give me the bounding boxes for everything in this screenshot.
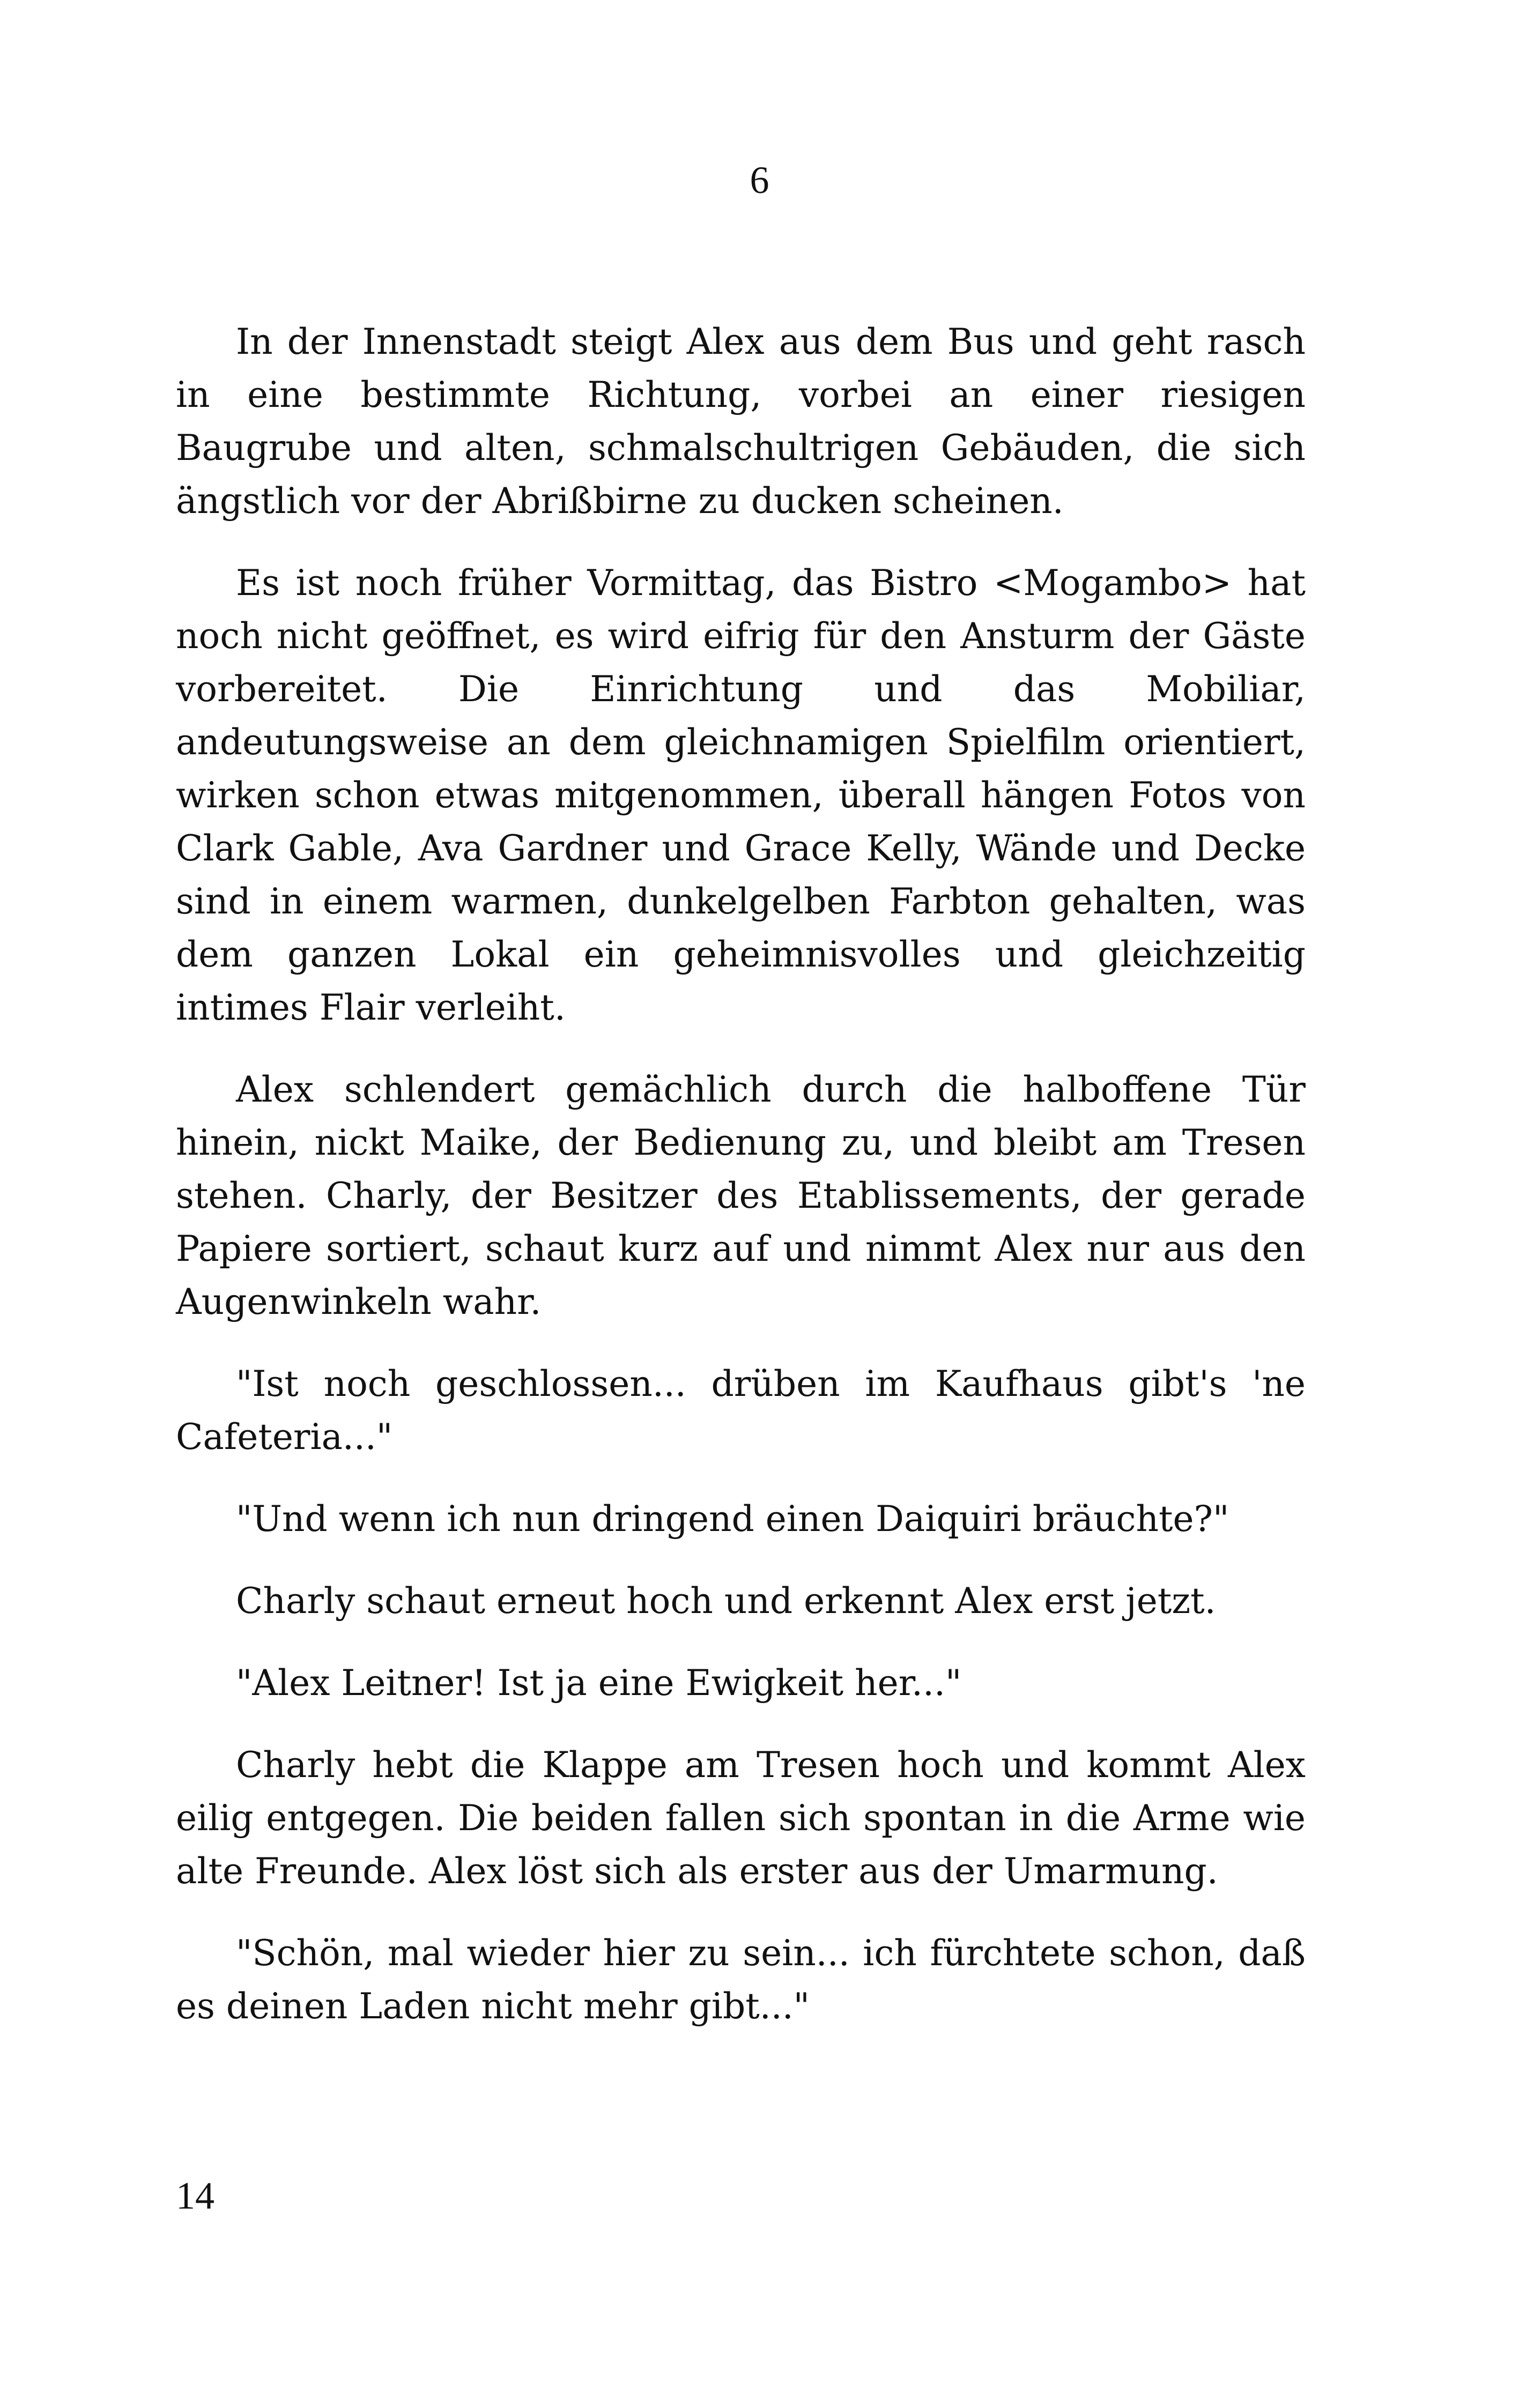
paragraph-1: In der Innenstadt steigt Alex aus dem Bus und geht rasch in eine bestimmte Richtung, vorbei an einer riesigen Baugrube und alten, schmalschultrigen Gebäuden, die sich ängstlich vor der Abrißbirne zu ducken scheinen.	[176, 321, 1306, 522]
page-number: 14	[176, 2174, 214, 2217]
paragraph-9: "Schön, mal wieder hier zu sein... ich fürchtete schon, daß es deinen Laden nicht mehr gibt..."	[176, 1933, 1306, 2027]
paragraph-8: Charly hebt die Klappe am Tresen hoch und kommt Alex eilig entgegen. Die beiden fallen sich spontan in die Arme wie alte Freunde. Alex löst sich als erster aus der Umarmung.	[176, 1744, 1306, 1892]
chapter-number: 6	[750, 159, 769, 202]
paragraph-3: Alex schlendert gemächlich durch die halboffene Tür hinein, nickt Maike, der Bedienung zu, und bleibt am Tresen stehen. Charly, der Besitzer des Etablissements, der gerade Papiere sortiert, schaut kurz auf und nimmt Alex nur aus den Augenwinkeln wahr.	[176, 1069, 1306, 1322]
paragraph-7: "Alex Leitner! Ist ja eine Ewigkeit her..."	[236, 1662, 962, 1704]
paragraph-5: "Und wenn ich nun dringend einen Daiquiri bräuchte?"	[236, 1498, 1229, 1540]
paragraph-2: Es ist noch früher Vormittag, das Bistro <Mogambo> hat noch nicht geöffnet, es wird eifrig für den Ansturm der Gäste vorbereitet. Die Einrichtung und das Mobiliar, andeutungsweise an dem gleichnamigen Spielfilm orientiert, wirken schon etwas mitgenommen, überall hängen Fotos von Clark Gable, Ava Gardner und Grace Kelly, Wände und Decke sind in einem warmen, dunkelgelben Farbton gehalten, was dem ganzen Lokal ein geheimnisvolles und gleichzeitig intimes Flair verleiht.	[176, 562, 1306, 1028]
paragraph-6: Charly schaut erneut hoch und erkennt Alex erst jetzt.	[236, 1580, 1216, 1622]
paragraph-4: "Ist noch geschlossen... drüben im Kaufhaus gibt's 'ne Cafeteria..."	[176, 1363, 1306, 1458]
body-text	[176, 315, 1306, 2062]
